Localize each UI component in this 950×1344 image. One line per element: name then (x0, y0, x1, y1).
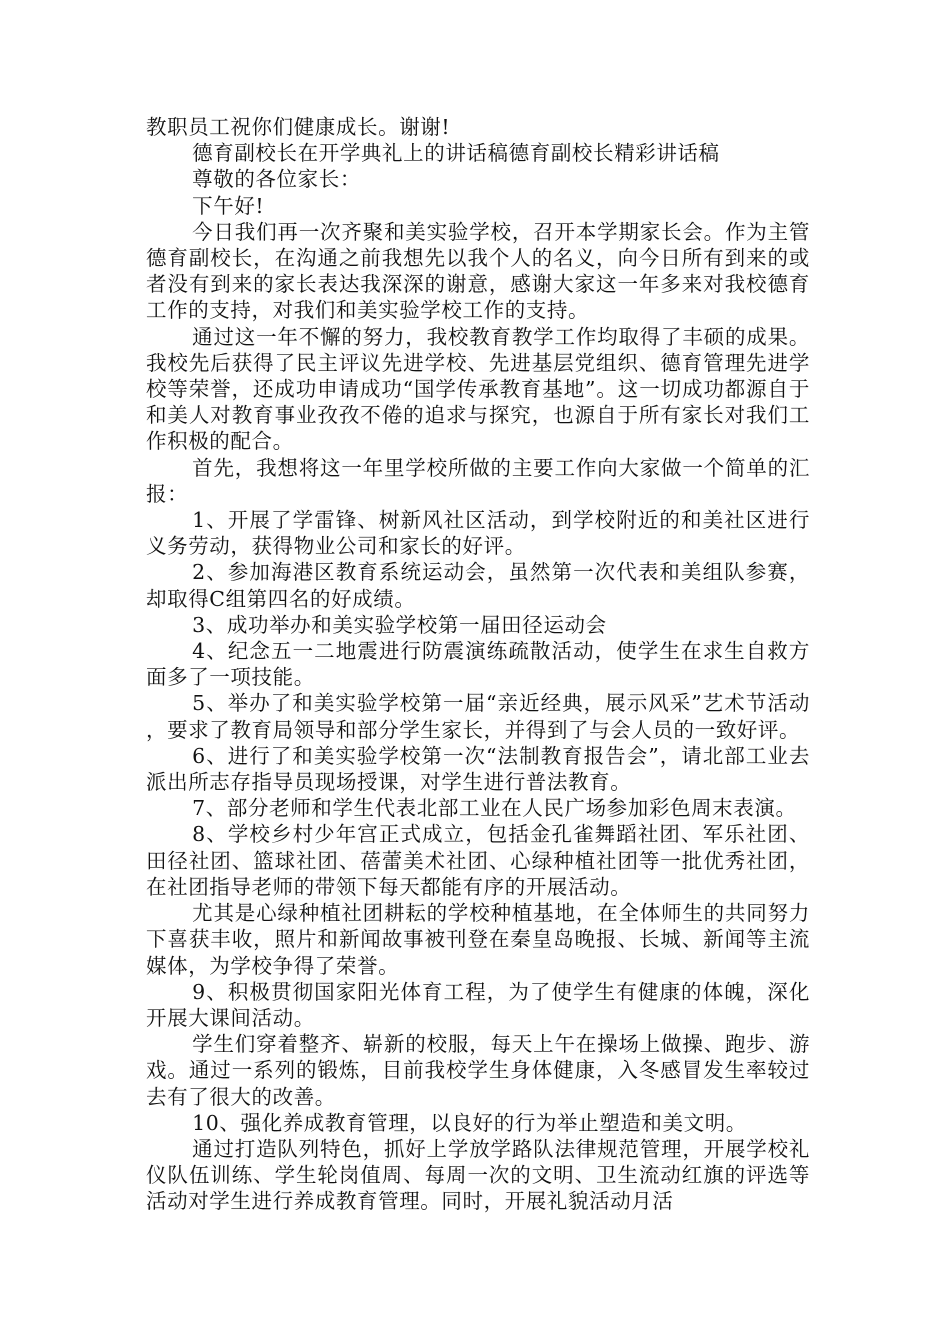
list-item-10: 10、强化养成教育管理，以良好的行为举止塑造和美文明。 (192, 1110, 747, 1135)
list-item-1: 1、开展了学雷锋、树新风社区活动，到学校附近的和美社区进行义务劳动，获得物业公司和家长的好评。 (146, 508, 810, 559)
list-item-6: 6、进行了和美实验学校第一次“法制教育报告会”，请北部工业去派出所志存指导员现场授课，对学生进行普法教育。 (146, 743, 810, 795)
document-body (146, 114, 810, 1215)
paragraph-exercise: 学生们穿着整齐、崭新的校服，每天上午在操场上做操、跑步、游戏。通过一系列的锻炼，目前我校学生身体健康，入冬感冒发生率较过去有了很大的改善。 (146, 1032, 810, 1109)
list-item-3: 3、成功举办和美实验学校第一届田径运动会 (192, 612, 607, 637)
list-item-9: 9、积极贯彻国家阳光体育工程，为了使学生有健康的体魄，深化开展大课间活动。 (146, 979, 810, 1030)
paragraph-intro: 今日我们再一次齐聚和美实验学校，召开本学期家长会。作为主管德育副校长，在沟通之前我想先以我个人的名义，向今日所有到来的或者没有到来的家长表达我深深的谢意，感谢大家这一年多来对我校德育工作的支持，对我们和美实验学校工作的支持。 (146, 219, 810, 323)
closing-line: 教职员工祝你们健康成长。谢谢! (146, 115, 451, 139)
salutation: 尊敬的各位家长： (192, 167, 361, 192)
paragraph-etiquette: 通过打造队列特色，抓好上学放学路队法律规范管理，开展学校礼仪队伍训练、学生轮岗值周、每周一次的文明、卫生流动红旗的评选等活动对学生进行养成教育管理。同时，开展礼貌活动月活 (146, 1136, 810, 1214)
list-item-5: 5、举办了和美实验学校第一届“亲近经典，展示风采”艺术节活动，要求了教育局领导和部分学生家长，并得到了与会人员的一致好评。 (146, 691, 810, 742)
document-title: 德育副校长在开学典礼上的讲话稿德育副校长精彩讲话稿 (192, 141, 720, 166)
list-item-8: 8、学校乡村少年宫正式成立，包括金孔雀舞蹈社团、军乐社团、田径社团、篮球社团、蓓蕾美术社团、心绿种植社团等一批优秀社团，在社团指导老师的带领下每天都能有序的开展活动。 (146, 822, 810, 899)
paragraph-achievements: 通过这一年不懈的努力，我校教育教学工作均取得了丰硕的成果。我校先后获得了民主评议先进学校、先进基层党组织、德育管理先进学校等荣誉，还成功申请成功“国学传承教育基地”。这一切成功都源自于和美人对教育事业孜孜不倦的追求与探究，也源自于所有家长对我们工作积极的配合。 (146, 324, 810, 454)
paragraph-planting-base: 尤其是心绿种植社团耕耘的学校种植基地，在全体师生的共同努力下喜获丰收，照片和新闻故事被刊登在秦皇岛晚报、长城、新闻等主流媒体，为学校争得了荣誉。 (146, 901, 810, 978)
greeting: 下午好! (192, 193, 265, 218)
list-item-4: 4、纪念五一二地震进行防震演练疏散活动，使学生在求生自救方面多了一项技能。 (146, 639, 810, 690)
paragraph-report-lead: 首先，我想将这一年里学校所做的主要工作向大家做一个简单的汇报： (146, 455, 810, 506)
list-item-2: 2、参加海港区教育系统运动会，虽然第一次代表和美组队参赛，却取得C组第四名的好成绩。 (146, 560, 810, 611)
list-item-7: 7、部分老师和学生代表北部工业在人民广场参加彩色周末表演。 (192, 796, 797, 821)
